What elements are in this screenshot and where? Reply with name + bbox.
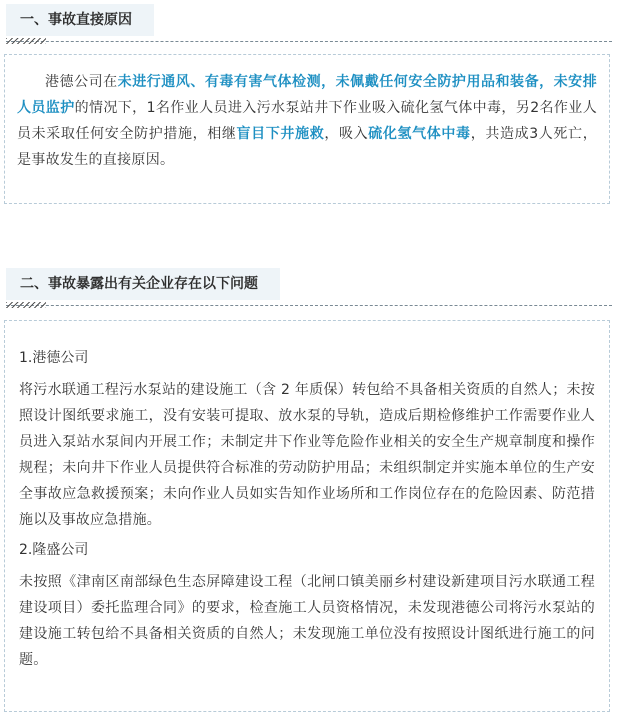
- section-heading-1: [6, 4, 612, 36]
- cause-highlight: 未进行通风、有毒有害气体检测，未佩戴任何安全防护用品和装备，未安排人员监护: [17, 74, 598, 116]
- cause-text: ，共造成3人死亡，是事故发生的直接原因。: [17, 126, 597, 168]
- heading-stripes: [6, 38, 46, 44]
- cause-text: ，吸入: [324, 126, 369, 142]
- cause-highlight: 盲目下井施救: [236, 126, 325, 142]
- section-heading-2-label: 二、事故暴露出有关企业存在以下问题: [6, 268, 280, 300]
- heading-stripes: [6, 302, 46, 308]
- company-problems: 将污水联通工程污水泵站的建设施工（含 2 年质保）转包给不具备相关资质的自然人；未按照设计图纸要求施工，没有安装可提取、放水泵的导轨，造成后期检修维护工作需要作业人员进入泵站水泵间内开展工作；未制定井下作业等危险作业相关的安全生产规章制度和操作规程；未向井下作业人员提供符合标准的劳动防护用品；未组织制定并实施本单位的生产安全事故应急救援预案；未向作业人员如实告知作业场所和工作岗位存在的危险因素、防范措施以及事故应急措施。: [19, 382, 595, 528]
- direct-cause-box: [4, 54, 610, 204]
- section-heading-1-label: 一、事故直接原因: [6, 4, 154, 36]
- direct-cause-paragraph: [5, 55, 609, 187]
- company-title: 2.隆盛公司: [19, 542, 89, 558]
- cause-highlight: 硫化氢气体中毒: [368, 126, 471, 142]
- company-title: 1.港德公司: [19, 350, 89, 366]
- problems-box: [4, 320, 610, 712]
- cause-text: 港德公司在: [45, 74, 118, 90]
- company-problems: 未按照《津南区南部绿色生态屏障建设工程（北闸口镇美丽乡村建设新建项目污水联通工程建设项目）委托监理合同》的要求，检查施工人员资格情况，未发现港德公司将污水泵站的建设施工转包给不具备相关资质的自然人；未发现施工单位没有按照设计图纸进行施工的问题。: [19, 574, 595, 668]
- heading-divider: [6, 41, 612, 42]
- heading-divider: [6, 305, 612, 306]
- cause-text: 的情况下，1名作业人员进入污水泵站井下作业吸入硫化氢气体中毒，另2名作业人员未采取任何安全防护措施，相继: [17, 100, 597, 142]
- section-heading-2: [6, 268, 612, 300]
